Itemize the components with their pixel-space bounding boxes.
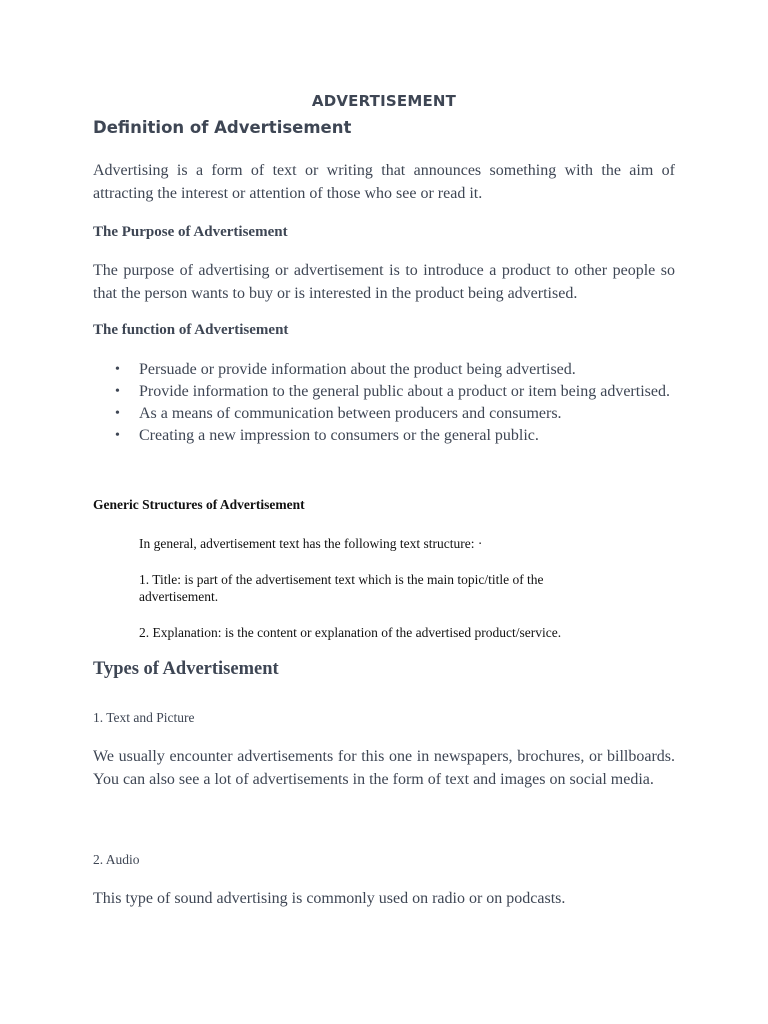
list-item: • As a means of communication between producers and consumers. [113, 403, 675, 425]
bullet-icon: • [115, 362, 120, 377]
document-title: ADVERTISEMENT [311, 92, 457, 110]
definition-paragraph: Advertising is a form of text or writing that announces something with the aim of attracting the interest or attention of those who see or read it. [93, 162, 675, 202]
type-1-paragraph: We usually encounter advertisements for this one in newspapers, brochures, or billboards. You can also see a lot of advertisements in the form of text and images on social media. [93, 748, 675, 788]
type-2-label: 2. Audio [93, 852, 140, 867]
list-item: • Provide information to the general public about a product or item being advertised. [113, 381, 675, 403]
generic-item-explanation: 2. Explanation: is the content or explanation of the advertised product/service. [139, 625, 562, 640]
function-heading: The function of Advertisement [93, 322, 289, 338]
function-list [113, 359, 675, 447]
list-item: • Persuade or provide information about the product being advertised. [113, 359, 675, 381]
type-2-paragraph: This type of sound advertising is commonly used on radio or on podcasts. [93, 890, 566, 907]
generic-structure-heading: Generic Structures of Advertisement [93, 497, 305, 512]
types-heading: Types of Advertisement [93, 659, 279, 679]
list-item: • Creating a new impression to consumers or the general public. [113, 425, 675, 447]
definition-heading: Definition of Advertisement [93, 118, 352, 137]
generic-intro: In general, advertisement text has the following text structure: · [139, 536, 483, 551]
purpose-paragraph: The purpose of advertising or advertisement is to introduce a product to other people so that the person wants to buy or is interested in the product being advertised. [93, 262, 675, 302]
bullet-icon: • [115, 428, 120, 443]
bullet-icon: • [115, 384, 120, 399]
purpose-heading: The Purpose of Advertisement [93, 224, 288, 240]
bullet-icon: • [115, 406, 120, 421]
type-1-label: 1. Text and Picture [93, 710, 195, 725]
generic-item-title: 1. Title: is part of the advertisement text which is the main topic/title of the advertisement. [139, 572, 544, 604]
